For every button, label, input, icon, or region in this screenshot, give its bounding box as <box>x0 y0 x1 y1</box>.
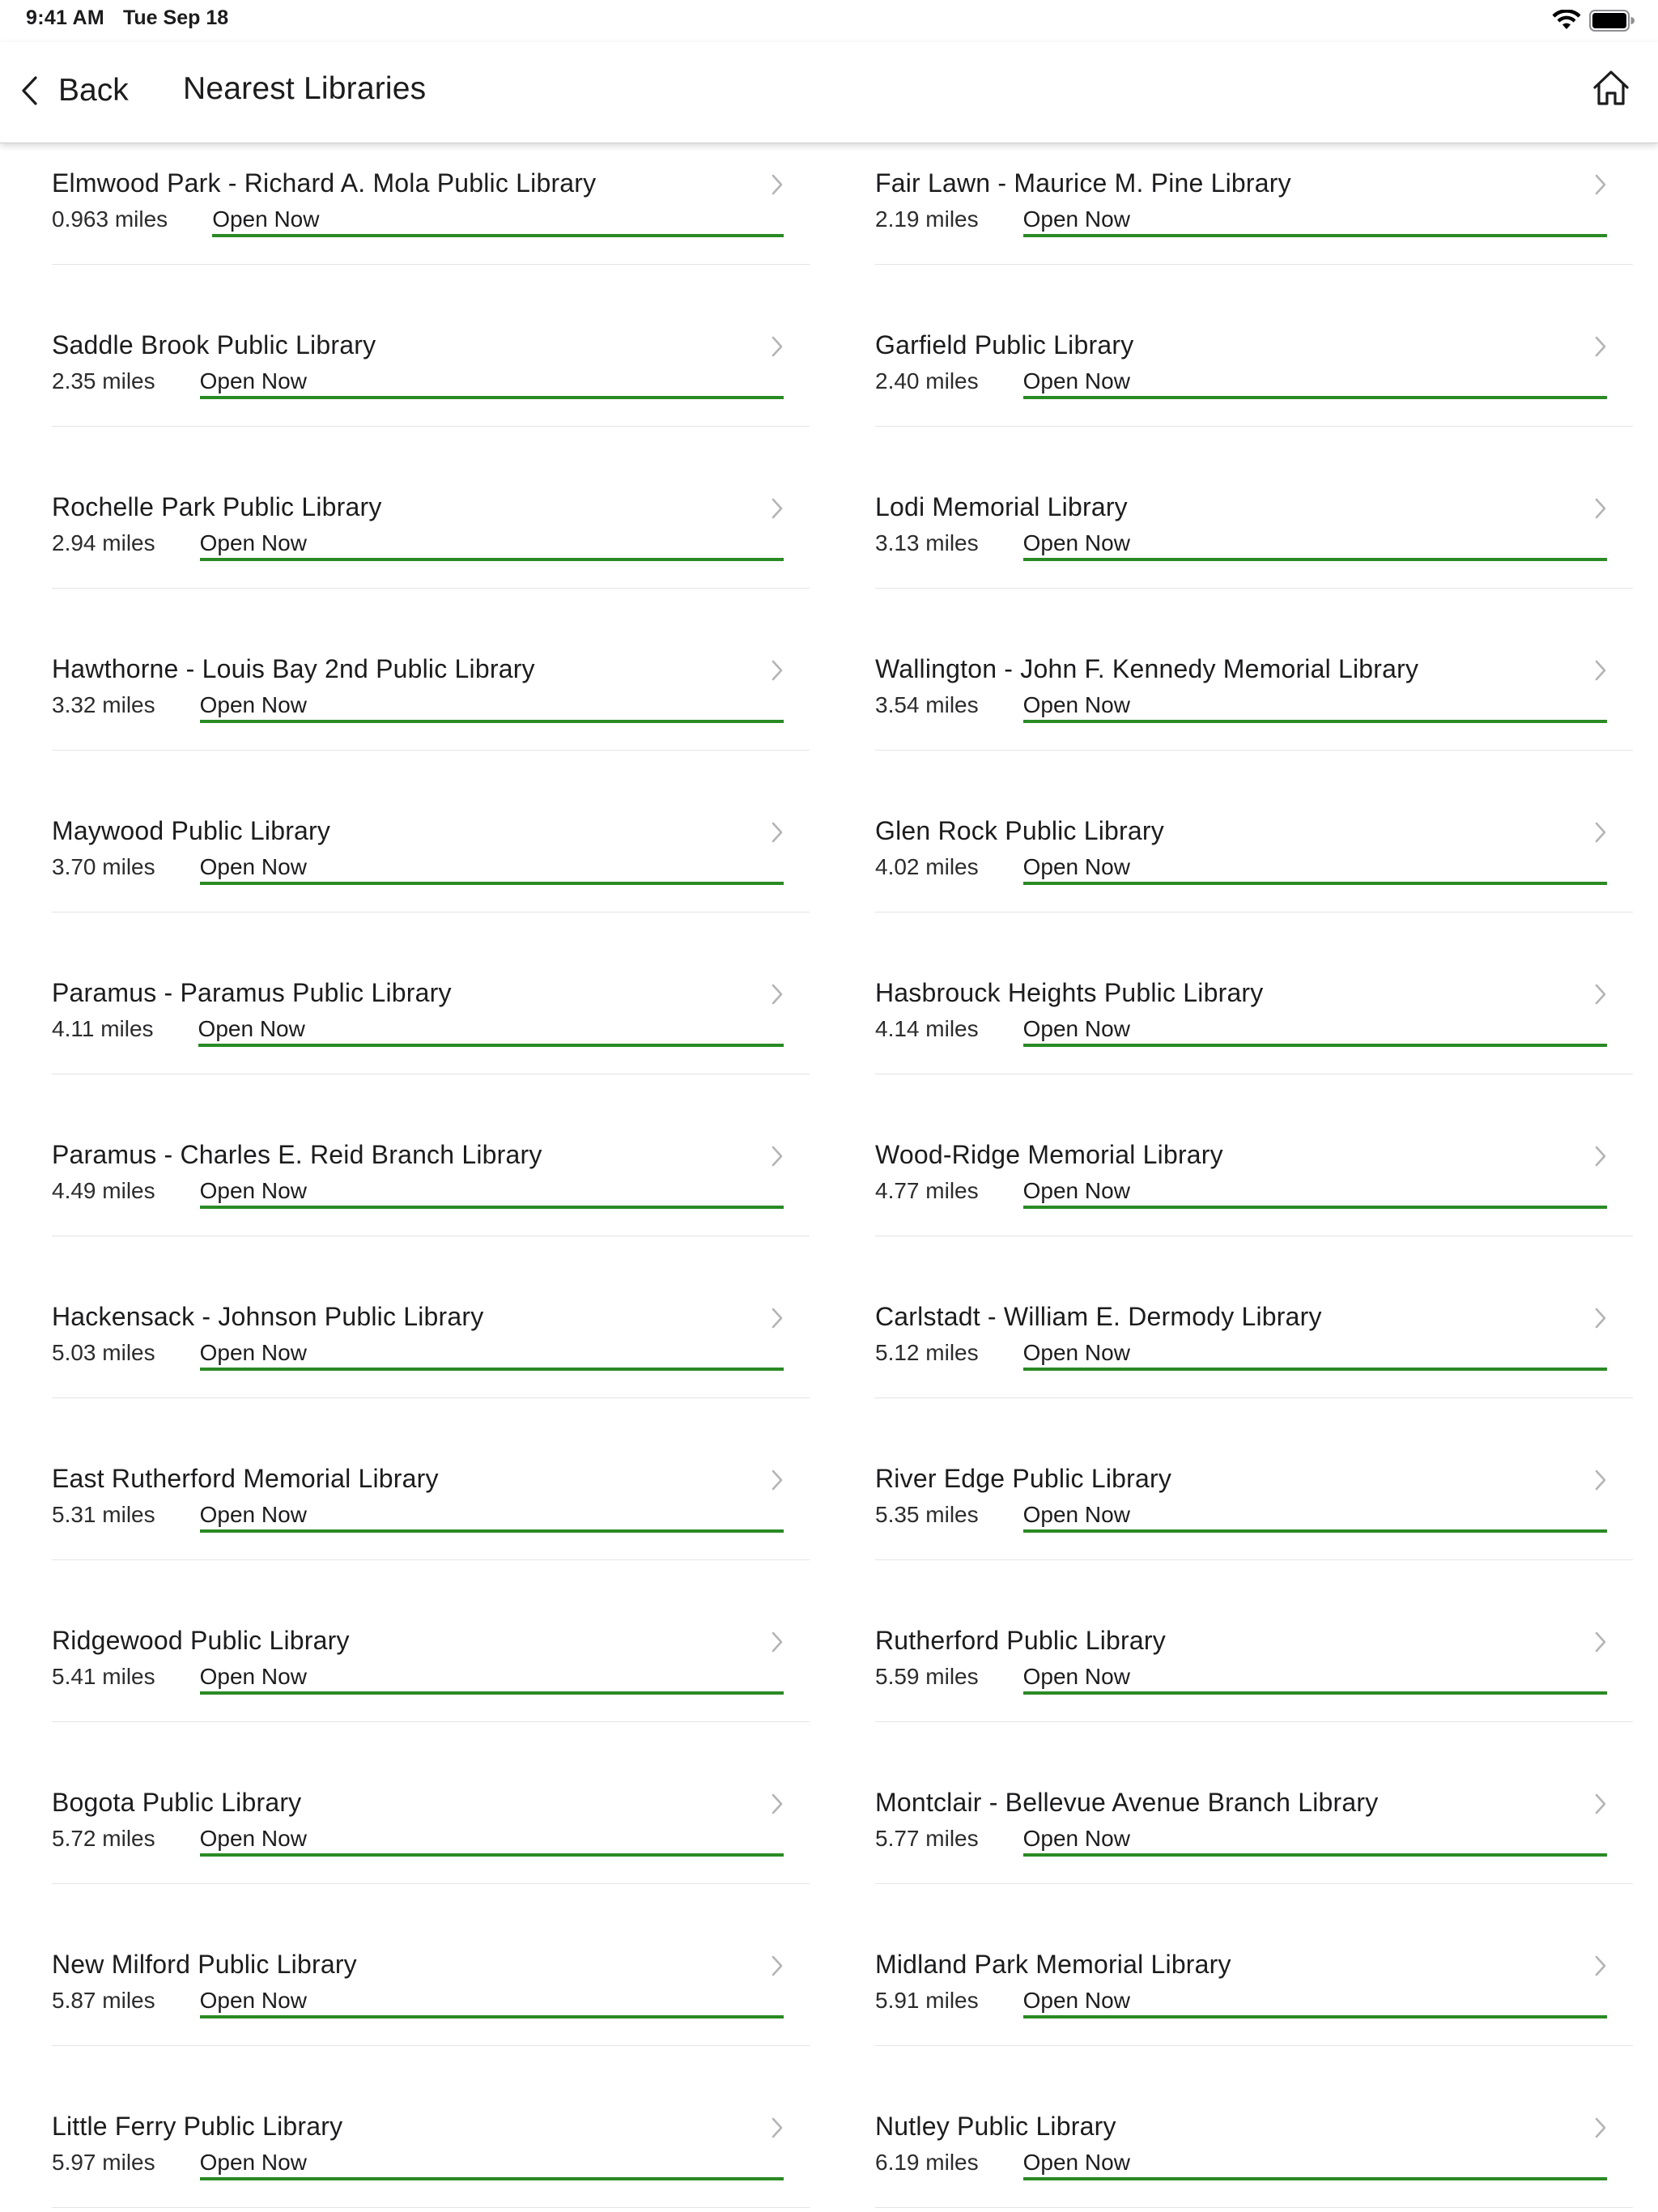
library-name: Carlstadt - William E. Dermody Library <box>875 1302 1322 1331</box>
library-meta <box>875 368 1607 404</box>
open-status: Open Now <box>200 368 784 399</box>
library-name: Montclair - Bellevue Avenue Branch Library <box>875 1788 1379 1817</box>
library-meta <box>875 1502 1607 1538</box>
library-name: Fair Lawn - Maurice M. Pine Library <box>875 168 1291 198</box>
chevron-right-icon <box>771 1145 784 1168</box>
library-list-item[interactable] <box>52 1600 810 1722</box>
library-meta <box>875 854 1607 890</box>
library-name: Hasbrouck Heights Public Library <box>875 978 1264 1007</box>
library-distance: 0.963 miles <box>52 206 168 232</box>
library-list-item[interactable] <box>52 1114 810 1236</box>
library-meta <box>875 1826 1607 1861</box>
library-distance: 3.70 miles <box>52 854 155 879</box>
open-status: Open Now <box>1023 530 1607 561</box>
library-distance: 5.31 miles <box>52 1502 155 1527</box>
back-button[interactable] <box>19 66 129 115</box>
open-status: Open Now <box>1023 206 1607 237</box>
library-list-item[interactable] <box>875 1276 1633 1398</box>
library-list-item[interactable] <box>875 628 1633 751</box>
library-distance: 2.19 miles <box>875 206 979 232</box>
library-distance: 5.59 miles <box>875 1664 979 1689</box>
library-list-item[interactable] <box>875 1600 1633 1722</box>
open-status: Open Now <box>1023 1664 1607 1695</box>
chevron-right-icon <box>771 983 784 1006</box>
chevron-right-icon <box>771 659 784 682</box>
library-distance: 4.49 miles <box>52 1178 155 1203</box>
library-list-item[interactable] <box>875 304 1633 427</box>
chevron-right-icon <box>771 497 784 520</box>
library-list-item[interactable] <box>52 1438 810 1560</box>
library-distance: 5.77 miles <box>875 1826 979 1851</box>
chevron-right-icon <box>1594 821 1607 844</box>
chevron-right-icon <box>771 2116 784 2139</box>
library-list-item[interactable] <box>52 628 810 751</box>
library-list-item[interactable] <box>875 1924 1633 2046</box>
open-status: Open Now <box>212 206 784 237</box>
library-list-item[interactable] <box>52 2086 810 2208</box>
library-list-item[interactable] <box>875 952 1633 1074</box>
library-name: Wood-Ridge Memorial Library <box>875 1140 1223 1169</box>
chevron-right-icon <box>1594 1145 1607 1168</box>
library-distance: 4.77 miles <box>875 1178 979 1203</box>
library-list-item[interactable] <box>52 143 810 265</box>
library-name: Paramus - Paramus Public Library <box>52 978 452 1007</box>
chevron-right-icon <box>1594 173 1607 196</box>
library-distance: 5.03 miles <box>52 1340 155 1365</box>
status-time: 9:41 AM <box>26 6 105 29</box>
library-distance: 3.13 miles <box>875 530 979 555</box>
chevron-right-icon <box>1594 335 1607 358</box>
library-meta <box>52 1664 784 1699</box>
chevron-right-icon <box>1594 983 1607 1006</box>
library-distance: 4.14 miles <box>875 1016 979 1041</box>
library-list-item[interactable] <box>52 466 810 589</box>
library-list-item[interactable] <box>52 952 810 1074</box>
chevron-right-icon <box>1594 1307 1607 1329</box>
library-name: Rochelle Park Public Library <box>52 492 382 521</box>
library-distance: 5.91 miles <box>875 1988 979 2013</box>
open-status: Open Now <box>200 1826 784 1857</box>
open-status: Open Now <box>1023 1178 1607 1209</box>
library-meta <box>875 2150 1607 2185</box>
library-list-item[interactable] <box>52 304 810 427</box>
library-list-item[interactable] <box>875 2086 1633 2208</box>
navigation-bar <box>0 42 1658 143</box>
library-distance: 2.35 miles <box>52 368 155 393</box>
back-label: Back <box>58 73 129 108</box>
chevron-right-icon <box>771 335 784 358</box>
library-meta <box>52 1016 784 1052</box>
open-status: Open Now <box>200 854 784 885</box>
open-status: Open Now <box>1023 1502 1607 1533</box>
library-distance: 2.94 miles <box>52 530 155 555</box>
library-name: Midland Park Memorial Library <box>875 1950 1231 1979</box>
library-distance: 5.41 miles <box>52 1664 155 1689</box>
library-name: Saddle Brook Public Library <box>52 330 376 359</box>
library-distance: 6.19 miles <box>875 2150 979 2175</box>
status-date: Tue Sep 18 <box>123 6 229 29</box>
library-distance: 5.12 miles <box>875 1340 979 1365</box>
library-meta <box>52 1988 784 2023</box>
chevron-right-icon <box>1594 497 1607 520</box>
library-meta <box>875 1178 1607 1214</box>
chevron-right-icon <box>1594 1955 1607 1977</box>
chevron-right-icon <box>771 173 784 196</box>
open-status: Open Now <box>1023 854 1607 885</box>
library-meta <box>875 1340 1607 1376</box>
library-meta <box>52 692 784 728</box>
library-name: Ridgewood Public Library <box>52 1626 350 1655</box>
open-status: Open Now <box>200 692 784 723</box>
open-status: Open Now <box>198 1016 784 1047</box>
library-list-item[interactable] <box>52 1276 810 1398</box>
open-status: Open Now <box>1023 692 1607 723</box>
library-distance: 3.54 miles <box>875 692 979 717</box>
library-name: Maywood Public Library <box>52 816 331 845</box>
library-distance: 5.87 miles <box>52 1988 155 2013</box>
library-meta <box>52 206 784 242</box>
page-title: Nearest Libraries <box>183 71 427 106</box>
chevron-right-icon <box>771 1307 784 1329</box>
home-icon[interactable] <box>1592 68 1630 108</box>
library-list-item[interactable] <box>52 1762 810 1884</box>
library-meta <box>52 854 784 890</box>
library-list-item[interactable] <box>875 1438 1633 1560</box>
library-name: Bogota Public Library <box>52 1788 302 1817</box>
chevron-left-icon <box>19 74 40 107</box>
library-name: River Edge Public Library <box>875 1464 1172 1493</box>
library-meta <box>52 1826 784 1861</box>
battery-icon <box>1589 10 1635 32</box>
chevron-right-icon <box>1594 1793 1607 1815</box>
chevron-right-icon <box>1594 1631 1607 1653</box>
open-status: Open Now <box>1023 1340 1607 1371</box>
library-name: Little Ferry Public Library <box>52 2112 343 2141</box>
library-name: Glen Rock Public Library <box>875 816 1164 845</box>
library-name: Hackensack - Johnson Public Library <box>52 1302 484 1331</box>
open-status: Open Now <box>1023 368 1607 399</box>
library-distance: 3.32 miles <box>52 692 155 717</box>
library-meta <box>52 530 784 566</box>
open-status: Open Now <box>200 1502 784 1533</box>
library-name: New Milford Public Library <box>52 1950 357 1979</box>
library-list-item[interactable] <box>52 1924 810 2046</box>
library-list-item[interactable] <box>875 143 1633 265</box>
library-name: Wallington - John F. Kennedy Memorial Library <box>875 654 1419 683</box>
open-status: Open Now <box>1023 1988 1607 2018</box>
chevron-right-icon <box>771 1793 784 1815</box>
library-meta <box>875 1016 1607 1052</box>
open-status: Open Now <box>200 1988 784 2018</box>
open-status: Open Now <box>200 1664 784 1695</box>
library-name: Garfield Public Library <box>875 330 1134 359</box>
open-status: Open Now <box>1023 1016 1607 1047</box>
chevron-right-icon <box>771 1469 784 1491</box>
library-meta <box>52 2150 784 2185</box>
library-list-item[interactable] <box>875 790 1633 912</box>
chevron-right-icon <box>1594 1469 1607 1491</box>
library-name: Hawthorne - Louis Bay 2nd Public Library <box>52 654 535 683</box>
library-list-item[interactable] <box>875 466 1633 589</box>
library-meta <box>875 692 1607 728</box>
library-meta <box>875 530 1607 566</box>
library-distance: 5.97 miles <box>52 2150 155 2175</box>
open-status: Open Now <box>200 2150 784 2180</box>
chevron-right-icon <box>771 1955 784 1977</box>
library-name: Lodi Memorial Library <box>875 492 1128 521</box>
library-list-item[interactable] <box>875 1114 1633 1236</box>
library-meta <box>875 1664 1607 1699</box>
open-status: Open Now <box>200 530 784 561</box>
library-distance: 5.72 miles <box>52 1826 155 1851</box>
library-meta <box>52 368 784 404</box>
status-bar <box>0 0 1658 42</box>
library-name: Nutley Public Library <box>875 2112 1116 2141</box>
open-status: Open Now <box>200 1178 784 1209</box>
library-name: Paramus - Charles E. Reid Branch Library <box>52 1140 542 1169</box>
open-status: Open Now <box>200 1340 784 1371</box>
open-status: Open Now <box>1023 1826 1607 1857</box>
chevron-right-icon <box>1594 659 1607 682</box>
library-distance: 4.02 miles <box>875 854 979 879</box>
library-distance: 5.35 miles <box>875 1502 979 1527</box>
wifi-icon <box>1552 10 1581 31</box>
library-meta <box>52 1502 784 1538</box>
library-distance: 4.11 miles <box>52 1016 154 1041</box>
chevron-right-icon <box>771 821 784 844</box>
library-name: Elmwood Park - Richard A. Mola Public Library <box>52 168 597 198</box>
chevron-right-icon <box>771 1631 784 1653</box>
library-name: Rutherford Public Library <box>875 1626 1166 1655</box>
chevron-right-icon <box>1594 2116 1607 2139</box>
open-status: Open Now <box>1023 2150 1607 2180</box>
library-meta <box>875 1988 1607 2023</box>
library-list-item[interactable] <box>875 1762 1633 1884</box>
library-distance: 2.40 miles <box>875 368 979 393</box>
library-meta <box>875 206 1607 242</box>
library-name: East Rutherford Memorial Library <box>52 1464 439 1493</box>
library-meta <box>52 1178 784 1214</box>
library-meta <box>52 1340 784 1376</box>
library-list-item[interactable] <box>52 790 810 912</box>
